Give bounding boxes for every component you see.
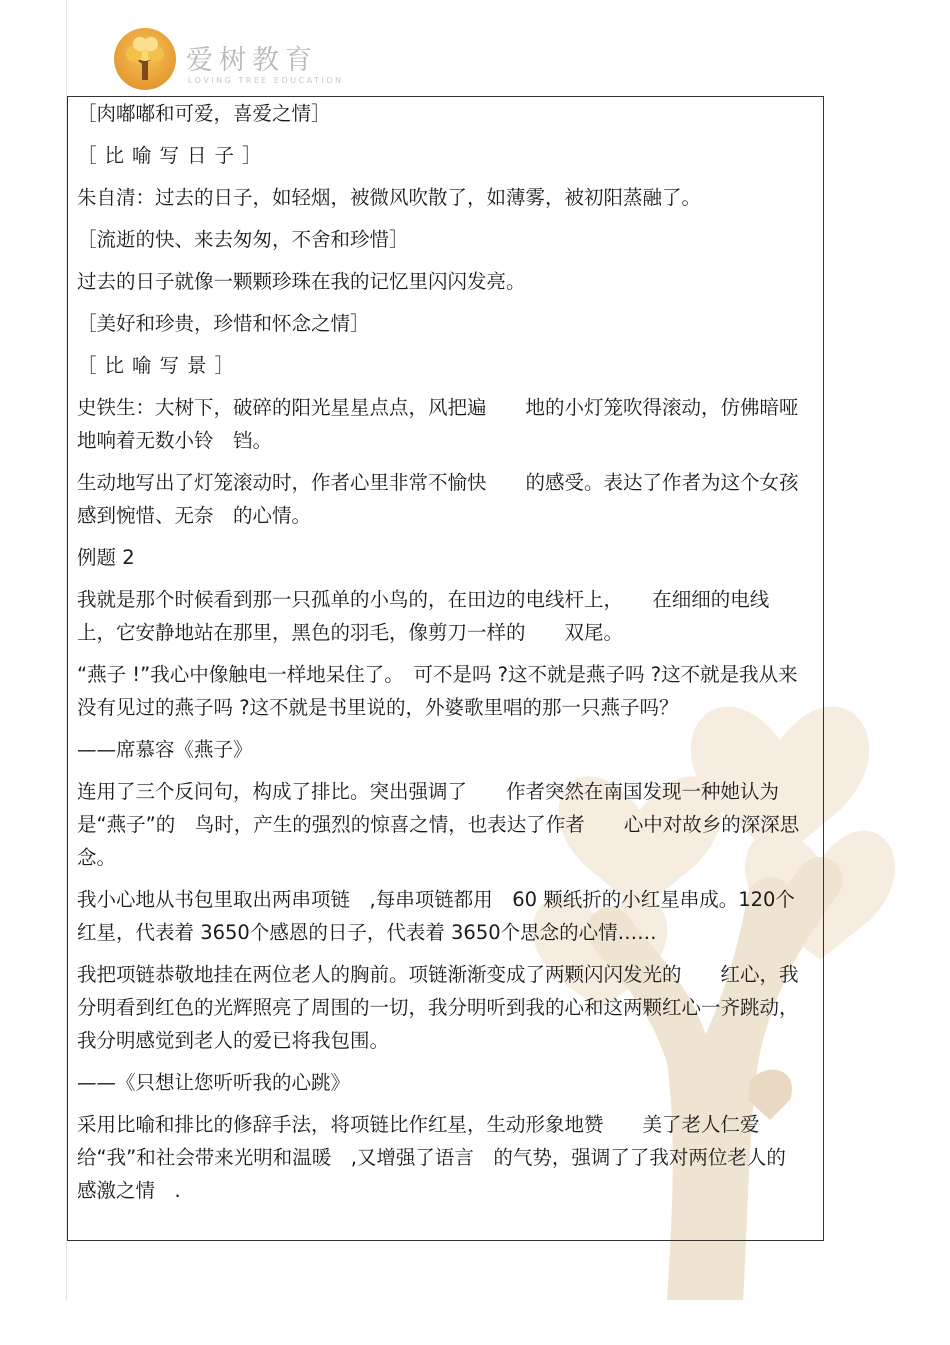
tree-logo-icon [114, 28, 176, 90]
text-paragraph: 连用了三个反问句，构成了排比。突出强调了 作者突然在南国发现一种她认为是“燕子”的 鸟时，产生的强烈的惊喜之情，也表达了作者 心中对故乡的深深思念。 [77, 780, 800, 869]
example-heading: 例题 2 [77, 546, 135, 569]
text-paragraph: 过去的日子就像一颗颗珍珠在我的记忆里闪闪发亮。 [77, 270, 526, 293]
text-paragraph: 史铁生：大树下，破碎的阳光星星点点，风把遍 地的小灯笼吹得滚动，仿佛暗哑地响着无数小铃 铛。 [77, 396, 799, 452]
text-paragraph: 采用比喻和排比的修辞手法，将项链比作红星，生动形象地赞 美了老人仁爱给“我”和社会带来光明和温暖 ,又增强了语言 的气势，强调了了我对两位老人的感激之情 . [77, 1113, 786, 1202]
text-paragraph: ［肉嘟嘟和可爱，喜爱之情］ [77, 102, 331, 125]
text-paragraph: 生动地写出了灯笼滚动时，作者心里非常不愉快 的感受。表达了作者为这个女孩感到惋惜、无奈 的心情。 [77, 471, 799, 527]
text-paragraph: 我就是那个时候看到那一只孤单的小鸟的，在田边的电线杆上， 在细细的电线上，它安静地站在那里，黑色的羽毛，像剪刀一样的 双尾。 [77, 588, 770, 644]
brand-name-en: LOVING TREE EDUCATION [188, 76, 344, 85]
text-paragraph: 我把项链恭敬地挂在两位老人的胸前。项链渐渐变成了两颗闪闪发光的 红心，我分明看到红色的光辉照亮了周围的一切，我分明听到我的心和这两颗红心一齐跳动，我分明感觉到老人的爱已将我包围。 [77, 963, 799, 1052]
text-paragraph: “燕子 !”我心中像触电一样地呆住了。 可不是吗 ?这不就是燕子吗 ?这不就是我从来没有见过的燕子吗 ?这不就是书里说的，外婆歌里唱的那一只燕子吗？ [77, 663, 798, 719]
section-heading: ［比喻写景］ [77, 354, 243, 377]
content-box [67, 96, 824, 1241]
text-paragraph: ［美好和珍贵，珍惜和怀念之情］ [77, 312, 370, 335]
brand-name-cn: 爱树教育 [186, 45, 318, 76]
section-heading: ［比喻写日子］ [77, 144, 270, 167]
text-paragraph: 朱自清：过去的日子，如轻烟，被微风吹散了，如薄雾，被初阳蒸融了。 [77, 186, 702, 209]
text-paragraph: 我小心地从书包里取出两串项链 ,每串项链都用 60 颗纸折的小红星串成。120个红星，代表着 3650个感恩的日子，代表着 3650个思念的心情…… [77, 888, 795, 944]
source-citation: ——席慕容《燕子》 [77, 738, 253, 761]
source-citation: ——《只想让您听听我的心跳》 [77, 1071, 351, 1094]
text-paragraph: ［流逝的快、来去匆匆，不舍和珍惜］ [77, 228, 409, 251]
